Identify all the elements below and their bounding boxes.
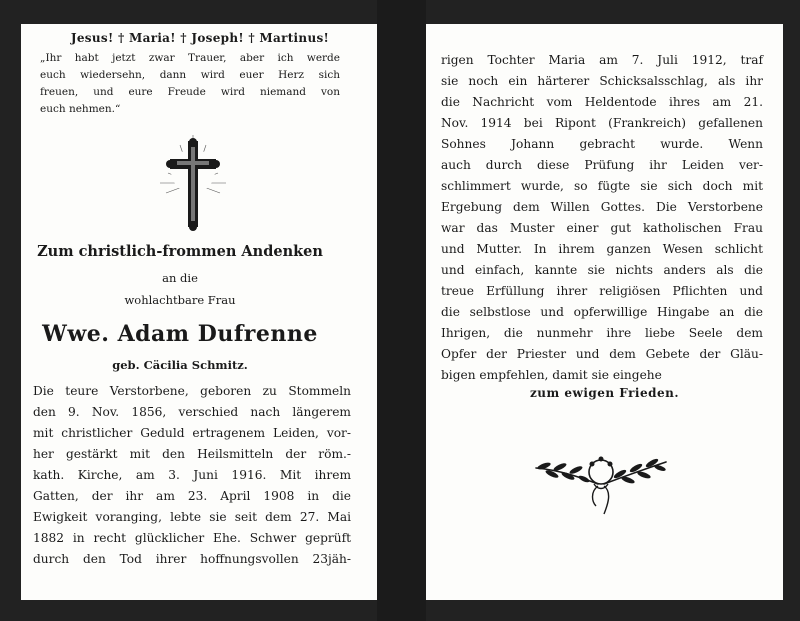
closing-line: zum ewigen Frieden. (529, 386, 680, 400)
quote-line: euch wiedersehn, dann wird euer Herz sich (40, 69, 340, 81)
body-line: bigen empfehlen, damit sie eingehe (441, 368, 662, 382)
body-line: mit christlicher Geduld ertragenem Leiden, vor- (33, 426, 351, 440)
memorial-heading: Zum christlich-frommen Andenken (37, 243, 323, 260)
body-line: Die teure Verstorbene, geboren zu Stommeln (33, 384, 351, 398)
quote-line: freuen, und eure Freude wird niemand von (40, 86, 340, 98)
left-body-text (33, 381, 351, 570)
body-line: durch den Tod ihrer hoffnungsvollen 23jäh- (33, 552, 351, 566)
body-line: rigen Tochter Maria am 7. Juli 1912, traf (441, 53, 763, 67)
body-line: Ewigkeit voranging, lebte sie seit dem 27. Mai (33, 510, 351, 524)
quote-line: „Ihr habt jetzt zwar Trauer, aber ich werde (40, 52, 340, 64)
body-line: den 9. Nov. 1856, verschied nach längerem (33, 405, 351, 419)
body-line: war das Muster einer gut katholischen Frau (441, 221, 763, 235)
body-line: 1882 in recht glücklicher Ehe. Schwer geprüft (33, 531, 351, 545)
body-line: die selbstlose und opferwillige Hingabe an die (441, 305, 763, 319)
maiden-name: geb. Cäcilia Schmitz. (112, 358, 248, 372)
body-line: schlimmert wurde, so fügte sie sich doch mit (441, 179, 763, 193)
body-line: treue Erfüllung ihrer religiösen Pflichten und (441, 284, 763, 298)
right-body-text (441, 50, 763, 386)
body-line: her gestärkt mit den Heilsmitteln der röm.- (33, 447, 351, 461)
body-line: auch durch diese Prüfung ihr Leiden ver- (441, 158, 763, 172)
body-line: Ihrigen, die nunmehr ihre liebe Seele dem (441, 326, 763, 340)
body-line: Gatten, der ihr am 23. April 1908 in die (33, 489, 351, 503)
card-fold (377, 0, 426, 621)
cross-icon (158, 133, 228, 233)
body-line: Nov. 1914 bei Ripont (Frankreich) gefallenen (441, 116, 763, 130)
body-line: Sohnes Johann gebracht wurde. Wenn (441, 137, 763, 151)
invocation-line: Jesus! † Maria! † Joseph! † Martinus! (70, 31, 330, 45)
body-line: Ergebung dem Willen Gottes. Die Verstorbene (441, 200, 763, 214)
honorific-text: wohlachtbare Frau (124, 293, 236, 307)
wreath-icon (532, 448, 670, 518)
body-line: Opfer der Priester und dem Gebete der Gläu- (441, 347, 763, 361)
an-die-text: an die (162, 271, 198, 285)
deceased-name: Wwe. Adam Dufrenne (42, 321, 318, 347)
scripture-quote (40, 50, 340, 118)
body-line: die Nachricht vom Heldentode ihres am 21. (441, 95, 763, 109)
body-line: und Mutter. In ihrem ganzen Wesen schlicht (441, 242, 763, 256)
body-line: und einfach, kannte sie nichts anders als die (441, 263, 763, 277)
body-line: sie noch ein härterer Schicksalsschlag, als ihr (441, 74, 763, 88)
body-line: kath. Kirche, am 3. Juni 1916. Mit ihrem (33, 468, 351, 482)
quote-line: euch nehmen.“ (40, 103, 121, 115)
